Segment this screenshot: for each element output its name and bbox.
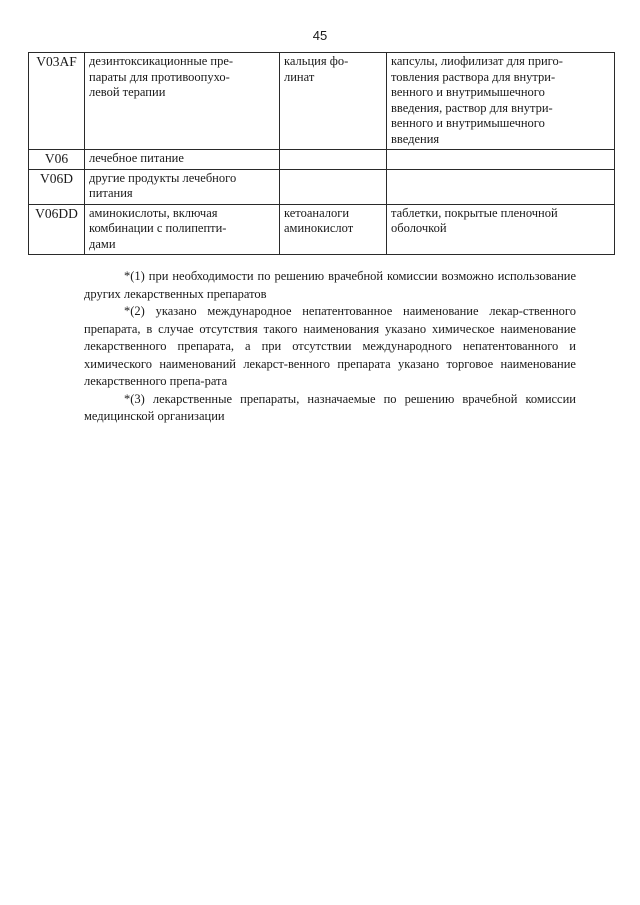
footnote-3: *(3) лекарственные препараты, назначаемые по решению врачебной комиссии медицинской организации	[84, 391, 576, 423]
table-row	[29, 169, 615, 204]
page-number: 45	[312, 28, 328, 43]
group-cell: дезинтоксикационные пре- параты для противоопухо- левой терапии	[85, 53, 280, 150]
drug-table	[28, 52, 615, 255]
group-cell: другие продукты лечебного питания	[85, 169, 280, 204]
footnote-2: *(2) указано международное непатентованное наименование лекар-ственного препарата, в случае отсутствия такого наименования указано химическое наименование лекарственного препарата, а при отсутствии международного непатентованного и химического наименований лекарст-венного препарата указано торговое наименование лекарственного препа-рата	[84, 304, 576, 388]
group-cell: аминокислоты, включая комбинации с полипепти- дами	[85, 204, 280, 255]
drug-name-cell: кальция фо- линат	[280, 53, 387, 150]
drug-name-cell: кетоаналоги аминокислот	[280, 204, 387, 255]
drug-name-cell	[280, 169, 387, 204]
dosage-form-cell: капсулы, лиофилизат для приго- товления раствора для внутри- венного и внутримышечного введения, раствор для внутри- венного и внутримышечного введения	[387, 53, 615, 150]
table-row	[29, 150, 615, 170]
dosage-form-cell	[387, 150, 615, 170]
group-cell: лечебное питание	[85, 150, 280, 170]
atc-code-cell: V06DD	[29, 204, 85, 255]
footnote-1: *(1) при необходимости по решению врачебной комиссии возможно использование других лекарственных препаратов	[84, 269, 576, 301]
atc-code-cell: V03AF	[29, 53, 85, 150]
table-row	[29, 204, 615, 255]
atc-code-cell: V06	[29, 150, 85, 170]
atc-code-cell: V06D	[29, 169, 85, 204]
dosage-form-cell	[387, 169, 615, 204]
table-row	[29, 53, 615, 150]
dosage-form-cell: таблетки, покрытые пленочной оболочкой	[387, 204, 615, 255]
footnotes	[84, 268, 576, 426]
drug-name-cell	[280, 150, 387, 170]
